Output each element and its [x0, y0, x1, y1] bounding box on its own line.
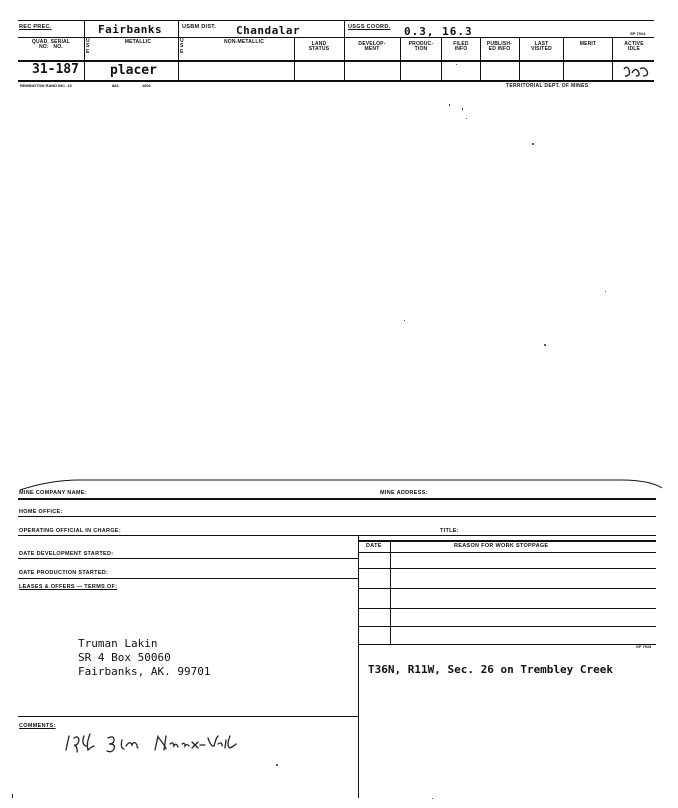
- date-development-label: DATE DEVELOPMENT STARTED:: [19, 551, 114, 557]
- divider: [400, 37, 401, 80]
- col-use-flag-nonmetallic: U S E: [180, 38, 184, 55]
- rule: [358, 540, 656, 542]
- speck: [12, 794, 13, 798]
- mine-company-name-label: MINE COMPANY NAME:: [19, 490, 87, 496]
- rule: [358, 644, 656, 645]
- divider: [441, 37, 442, 80]
- comments-text-hidden: 1984 BLM Newx-Vaid: [60, 728, 70, 729]
- col-land-status: LAND STATUS: [308, 41, 330, 53]
- rule: [358, 626, 656, 627]
- col-use-flag-metallic: U S E: [86, 38, 90, 55]
- rule: [18, 716, 358, 717]
- divider: [390, 540, 391, 644]
- header-bottom-rule: [18, 80, 654, 82]
- imprint-right: TERRITORIAL DEPT. OF MINES: [506, 83, 589, 89]
- divider: [519, 37, 520, 80]
- quad-serial-value: 31-187: [32, 62, 79, 77]
- rule: [18, 535, 656, 536]
- rule: [18, 578, 358, 579]
- header-columns-rule: [18, 37, 654, 38]
- divider: [178, 20, 179, 80]
- form-code-bottom: SP 7915: [636, 644, 652, 649]
- reason-col-label: REASON FOR WORK STOPPAGE: [454, 543, 549, 549]
- date-col-label: DATE: [366, 543, 382, 549]
- active-idle-mark: [618, 63, 652, 79]
- header-top-rule: [18, 20, 654, 21]
- comments-label: COMMENTS:: [19, 723, 56, 729]
- rec-prec-label: REC PREC.: [19, 24, 52, 30]
- comments-handwriting: [60, 728, 280, 762]
- rule: [18, 498, 656, 500]
- imprint-code-2: 1801: [142, 83, 151, 88]
- divider: [563, 37, 564, 80]
- col-non-metallic: NON-METALLIC: [223, 39, 265, 45]
- metallic-value: placer: [110, 63, 157, 78]
- speck: [404, 320, 405, 321]
- col-merit: MERIT: [579, 41, 597, 47]
- header-row-rule: [18, 60, 654, 62]
- speck: [544, 344, 546, 346]
- speck: [605, 291, 606, 292]
- speck: [276, 764, 278, 766]
- col-published-info: PUBLISH- ED INFO: [486, 41, 513, 53]
- col-development: DEVELOP- MENT: [358, 41, 386, 53]
- divider: [344, 20, 345, 80]
- usbm-dist-value: Chandalar: [236, 24, 301, 37]
- address-line-3: Fairbanks, AK. 99701: [78, 665, 211, 678]
- speck: [432, 798, 433, 799]
- usgs-coord-label: USGS COORD.: [348, 24, 391, 30]
- imprint-left: REMINGTON RAND INC. 10: [20, 83, 72, 88]
- usgs-coord-value: 0.3, 16.3: [404, 25, 473, 38]
- usbm-dist-label: USBM DIST.: [182, 24, 217, 30]
- rule: [18, 558, 358, 559]
- home-office-label: HOME OFFICE:: [19, 509, 63, 515]
- speck: [466, 118, 467, 119]
- address-line-2: SR 4 Box 50060: [78, 651, 171, 664]
- form-code-top: SP 7914: [630, 31, 646, 36]
- leases-label: LEASES & OFFERS — TERMS OF:: [19, 584, 118, 590]
- col-filed-info: FILED INFO: [453, 41, 469, 53]
- imprint-code-1: 882: [112, 83, 119, 88]
- speck: [532, 143, 534, 145]
- rec-prec-value: Fairbanks: [98, 23, 163, 36]
- col-metallic: METALLIC: [124, 39, 152, 45]
- card-edge: [10, 472, 670, 494]
- address-line-1: Truman Lakin: [78, 637, 158, 650]
- rule: [358, 552, 656, 553]
- col-last-visited: LAST VISITED: [531, 41, 552, 53]
- col-quad-serial: QUAD. SERIAL NO. NO.: [31, 39, 71, 51]
- divider: [358, 536, 359, 798]
- rule: [358, 608, 656, 609]
- col-active-idle: ACTIVE IDLE: [624, 41, 644, 53]
- col-production: PRODUC- TION: [408, 41, 434, 53]
- operating-official-label: OPERATING OFFICIAL IN CHARGE:: [19, 528, 121, 534]
- speck: [456, 64, 457, 65]
- location-text: T36N, R11W, Sec. 26 on Trembley Creek: [368, 663, 614, 676]
- speck: [462, 108, 463, 110]
- rule: [358, 568, 656, 569]
- divider: [294, 37, 295, 80]
- title-label: TITLE:: [440, 528, 459, 534]
- rule: [18, 516, 656, 517]
- divider: [84, 20, 85, 80]
- mine-address-label: MINE ADDRESS:: [380, 490, 428, 496]
- speck: [449, 104, 450, 106]
- rule: [358, 588, 656, 589]
- date-production-label: DATE PRODUCTION STARTED:: [19, 570, 109, 576]
- divider: [612, 37, 613, 80]
